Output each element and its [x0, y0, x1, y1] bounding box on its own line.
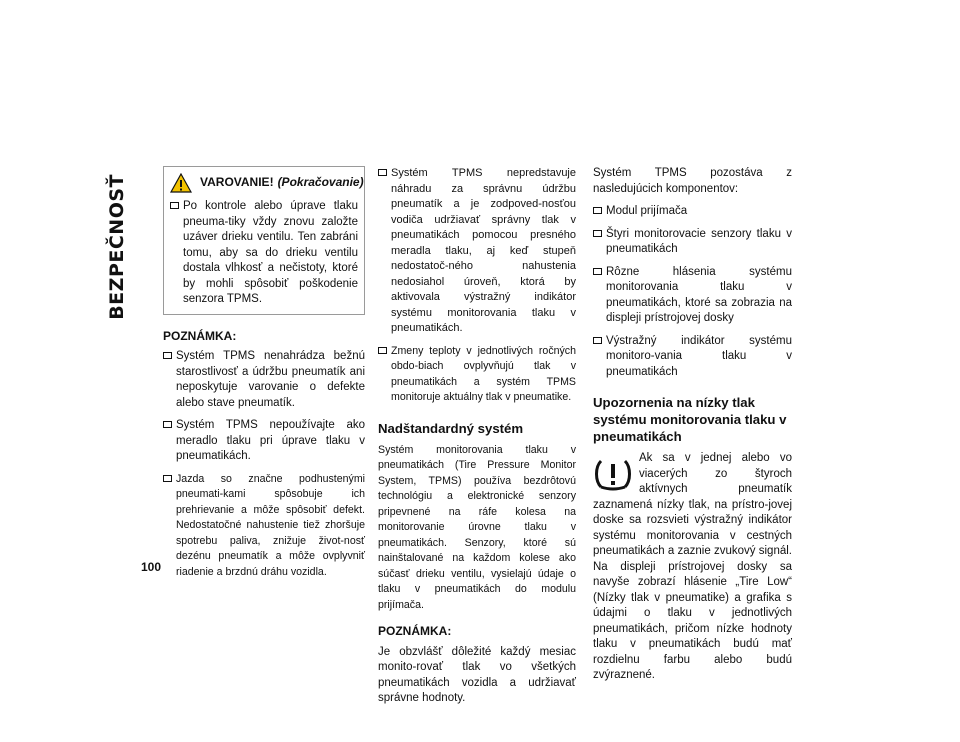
- column-3: [593, 166, 792, 684]
- warning-item-text: Po kontrole alebo úprave tlaku pneuma-tiky vždy znovu založte uzáver drieku ventilu. Ten zabráni tomu, aby sa do drieku ventilu dostala vlhkosť a nečistoty, ktoré by mohli spôsobiť poškodenie senzora TPMS.: [183, 200, 358, 305]
- list-item: [163, 472, 365, 581]
- warning-title-suffix: (Pokračovanie): [277, 175, 364, 190]
- square-bullet-icon: [593, 268, 602, 275]
- side-tab-section: BEZPEČNOSŤ: [106, 174, 128, 320]
- square-bullet-icon: [163, 475, 172, 482]
- list-item-text: Systém TPMS nepredstavuje náhradu za správnu údržbu pneumatík a je zodpoved-nosťou vodiča udržiavať správny tlak v pneumatikách pomocou presného meradla tlaku, aj keď stupeň nedostatoč-ného nahustenia nedosiahol úroveň, ktorá by aktivovala výstražný indikátor systému monitorovania tlaku v pneumatikách.: [391, 167, 576, 334]
- list-item: [593, 265, 792, 327]
- list-item-text: Výstražný indikátor systému monitoro-vania tlaku v pneumatikách: [606, 334, 792, 378]
- column-1: [163, 166, 365, 587]
- tpms-warning-icon: [593, 455, 633, 493]
- intro-text: Systém TPMS pozostáva z nasledujúcich komponentov:: [593, 167, 792, 195]
- list-item: [164, 199, 364, 308]
- paragraph: Systém monitorovania tlaku v pneumatikách (Tire Pressure Monitor System, TPMS) používa bezdrôtovú technológiu a elektronické senzory pripevnené na ráfe kolesa na monitorovanie úrovne tlaku v pneumatikách. Senzory, ktoré sú nainštalované na každom kolese ako súčasť drieku ventilu, vysielajú údaje o tlaku v pneumatikách do modulu prijímača.: [378, 443, 576, 611]
- square-bullet-icon: [593, 207, 602, 214]
- paragraph: Ak sa v jednej alebo vo viacerých zo štyroch aktívnych pneumatík zaznamená nízky tlak, na prístro-jovej doske sa rozsvieti výstražný indikátor systému monitorovania v cestných pneumatikách a zaznie zvukový signál. Na displeji prístrojovej dosky sa navyše zobrazí hlásenie „Tire Low“ (Nízky tlak v pneumatike) a grafika s údajmi o tlaku v jednotlivých pneumatikách, pričom nízke hodnoty tlaku v pneumatikách budú mať rozdielnu farbu alebo budú zvýraznené.: [593, 452, 792, 681]
- column-2: [378, 166, 576, 707]
- square-bullet-icon: [378, 347, 387, 354]
- square-bullet-icon: [163, 352, 172, 359]
- warning-header: [164, 167, 364, 199]
- list-item-text: Rôzne hlásenia systému monitorovania tlaku v pneumatikách, ktoré sa zobrazia na displeji prístrojovej dosky: [606, 265, 792, 324]
- square-bullet-icon: [378, 169, 387, 176]
- section-heading: Nadštandardný systém: [378, 420, 524, 436]
- tpms-paragraph-block: [593, 451, 792, 684]
- note-label: POZNÁMKA:: [378, 624, 452, 638]
- list-item: [593, 334, 792, 381]
- square-bullet-icon: [170, 202, 179, 209]
- list-item: [378, 166, 576, 337]
- warning-box: [163, 166, 365, 315]
- list-item-text: Zmeny teploty v jednotlivých ročných obdo-biach ovplyvňujú tlak v pneumatikách a systém TPMS monitoruje aktuálny tlak v pneumatike.: [391, 344, 576, 403]
- square-bullet-icon: [163, 421, 172, 428]
- square-bullet-icon: [593, 230, 602, 237]
- warning-triangle-icon: [170, 173, 192, 193]
- list-item: [593, 204, 792, 220]
- page-number: 100: [141, 560, 162, 574]
- note-label: POZNÁMKA:: [163, 328, 237, 343]
- square-bullet-icon: [593, 337, 602, 344]
- list-item-text: Systém TPMS nepoužívajte ako meradlo tlaku pri úprave tlaku v pneumatikách.: [176, 419, 365, 462]
- note-text: Je obzvlášť dôležité každý mesiac monito-rovať tlak vo všetkých pneumatikách vozidla a udržiavať správne hodnoty.: [378, 645, 576, 704]
- list-item-text: Systém TPMS nenahrádza bežnú starostlivosť a údržbu pneumatík ani neposkytuje varovanie o defekte alebo stave pneumatík.: [176, 350, 365, 409]
- list-item-text: Jazda so značne podhustenými pneumati-kami spôsobuje ich prehrievanie a môže spôsobiť defekt. Nedostatočné nahustenie tiež zhoršuje spotrebu paliva, znižuje život-nosť dezénu pneumatík a môže ovplyvniť riadenie a brzdnú dráhu vozidla.: [176, 472, 365, 578]
- list-item-text: Modul prijímača: [606, 205, 688, 217]
- list-item-text: Štyri monitorovacie senzory tlaku v pneumatikách: [606, 227, 792, 255]
- list-item: [593, 227, 792, 258]
- list-item: [163, 349, 365, 411]
- warning-title: VAROVANIE!: [200, 175, 274, 190]
- section-heading: Upozornenia na nízky tlak systému monitorovania tlaku v pneumatikách: [593, 395, 787, 444]
- list-item: [378, 344, 576, 406]
- list-item: [163, 418, 365, 465]
